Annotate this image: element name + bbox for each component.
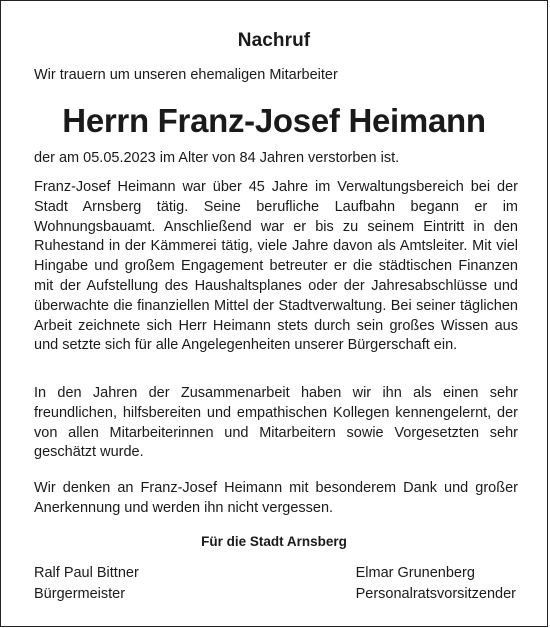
signatory-title: Bürgermeister (34, 586, 126, 602)
paragraph-colleague: In den Jahren der Zusammenarbeit haben wir ihn als einen sehr freundlichen, hilfsbereiten und empathischen Kollegen kennengelernt, der von allen Mitarbeiterinnen und Mitarbeitern sowie Vorgesetzten sehr geschätzt wurde. (34, 385, 518, 461)
organization-line: Für die Stadt Arnsberg (201, 534, 347, 549)
signatory-left (34, 563, 139, 605)
intro-line: Wir trauern um unseren ehemaligen Mitarbeiter (34, 67, 338, 83)
death-notice: der am 05.05.2023 im Alter von 84 Jahren verstorben ist. (34, 150, 400, 166)
signatory-name: Elmar Grunenberg (355, 565, 475, 581)
paragraph-career: Franz-Josef Heimann war über 45 Jahre im Verwaltungsbereich bei der Stadt Arnsberg tätig. Seine berufliche Laufbahn begann er im Wohnungsbauamt. Anschließend war er bis zu seinem Eintritt in den Ruhestand in der Kämmerei tätig, viele Jahre davon als Amtsleiter. Mit viel Hingabe und großem Engagement betreuter er die städtischen Finanzen mit der Aufstellung des Haushaltsplanes oder der Jahresabschlüsse und überwachte die finanziellen Mittel der Stadtverwaltung. Bei seiner täglichen Arbeit zeichnete sich Herr Heimann stets durch sein großes Wissen aus und setzte sich für alle Angelegenheiten unserer Bürgerschaft ein. (34, 179, 518, 354)
signatory-name: Ralf Paul Bittner (34, 565, 139, 581)
signatory-title: Personalratsvorsitzender (355, 586, 516, 602)
deceased-name: Herrn Franz-Josef Heimann (62, 102, 486, 139)
paragraph-remembrance: Wir denken an Franz-Josef Heimann mit besonderem Dank und großer Anerkennung und werden ihn nicht vergessen. (34, 480, 518, 516)
notice-heading: Nachruf (237, 30, 311, 51)
signatory-right (356, 563, 516, 605)
